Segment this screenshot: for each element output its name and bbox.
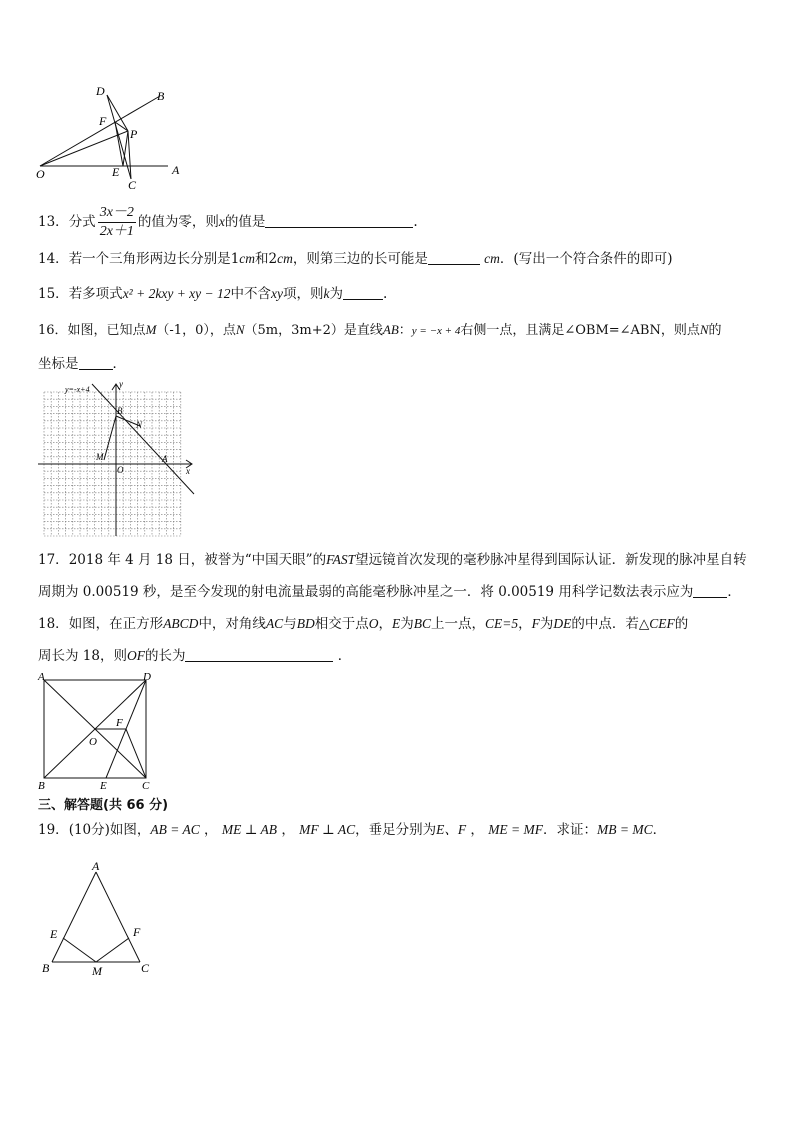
tri-label-a: A: [92, 859, 100, 873]
q19-t3: ．求证：: [543, 822, 598, 838]
q18-OF: OF: [126, 648, 145, 663]
segment-em: [63, 938, 96, 962]
q19-e3: MF ⊥ AC: [299, 822, 356, 837]
q16-N2: N: [699, 322, 709, 337]
q17-line1b: 望远镜首次发现的毫秒脉冲星得到国际认证．新发现的脉冲星自转: [355, 552, 747, 568]
q14-text1: 若一个三角形两边长分别是: [68, 251, 231, 267]
label-o: O: [36, 167, 45, 181]
q18-ABCD: ABCD: [163, 616, 199, 631]
q14-unit: cm: [484, 251, 500, 266]
q17-line1: 2018 年 4 月 18 日，被誉为“中国天眼”的: [68, 552, 327, 568]
tri-label-c: C: [141, 961, 150, 975]
question-17-line1: [38, 550, 747, 570]
graph-line-label: y=-x+4: [65, 385, 90, 394]
q17-line2: 周期为 0.00519 秒，是至今发现的射电流量最弱的高能毫秒脉冲星之一．将 0.00519 用科学记数法表示应为: [38, 584, 694, 600]
q15-text2: 中不含: [230, 286, 272, 302]
q18-line1d: 相交于点: [314, 616, 369, 632]
q18-BD: BD: [296, 616, 315, 631]
side-ab: [52, 872, 96, 962]
label-e: E: [112, 165, 120, 179]
q18-answer-blank[interactable]: [185, 647, 333, 662]
question-13: [38, 204, 418, 241]
q16-line1d: 右侧一点，且满足∠OBM=∠ABN，则点: [460, 323, 700, 338]
q15-text3: 项，则: [283, 286, 324, 302]
q18-number: 18．: [38, 616, 69, 632]
q15-end: .: [383, 286, 388, 302]
question-15: [38, 284, 387, 304]
q16-AB: AB: [382, 322, 399, 337]
q16-line2: 坐标是: [38, 356, 79, 372]
q18-end: ．: [337, 648, 352, 664]
q19-end: ．: [652, 822, 667, 838]
q16-answer-blank[interactable]: [79, 355, 113, 370]
segment-fm: [96, 938, 129, 962]
q16-end: ．: [112, 356, 126, 372]
q13-frac-num: 3x－2: [98, 204, 136, 223]
q18-line1j: 的中点．若△: [571, 616, 650, 632]
q14-v2: 2: [268, 251, 278, 267]
question-14: [38, 249, 672, 269]
q18-line1f: 为: [400, 616, 414, 632]
q16-line1a: 如图，已知点: [67, 323, 146, 338]
q18-line2a: 周长为 18，则: [38, 648, 127, 664]
q18-line1h: ，: [518, 616, 532, 632]
graph-y-label: y: [119, 380, 123, 389]
sq-label-c: C: [142, 780, 150, 792]
q16-N: N: [235, 322, 245, 337]
q18-CE: CE=5: [484, 616, 519, 631]
tri-label-b: B: [42, 961, 50, 975]
segment-fe: [115, 122, 123, 166]
q17-end: ．: [727, 584, 741, 600]
q18-line1g: 上一点，: [430, 616, 485, 632]
q14-number: 14．: [38, 251, 69, 267]
q18-line1e: ，: [378, 616, 392, 632]
label-f: F: [99, 114, 107, 128]
q15-number: 15．: [38, 286, 69, 302]
graph-m-label: M: [96, 452, 104, 462]
q18-line1k: 的: [674, 616, 689, 632]
q13-var: x: [218, 214, 225, 229]
sq-label-f: F: [116, 717, 123, 729]
label-a: A: [172, 163, 180, 177]
graph-a-label: A: [162, 454, 168, 464]
sq-label-b: B: [38, 780, 45, 792]
sq-label-o: O: [89, 736, 97, 748]
q13-post: 的值是: [224, 214, 266, 230]
q15-answer-blank[interactable]: [343, 285, 383, 300]
q15-text1: 若多项式: [68, 286, 123, 302]
q19-e4: ME = MF: [488, 822, 544, 837]
q19-e1: AB = AC: [150, 822, 200, 837]
q13-pre: 分式: [68, 214, 96, 230]
question-16-line2: [38, 354, 126, 374]
q16-line1b: （-1，0），点: [156, 323, 236, 338]
segment-mb: [104, 416, 116, 460]
q13-number: 13．: [38, 214, 69, 230]
label-c: C: [128, 178, 137, 190]
q19-ef: E、F: [436, 822, 467, 837]
tri-label-e: E: [50, 927, 58, 941]
q16-line1c: （5m，3m+2）是直线: [244, 323, 383, 338]
q15-poly: x² + 2kxy + xy − 12: [122, 286, 231, 301]
q19-number: 19．: [38, 822, 69, 838]
q19-e2: ME ⊥ AB: [221, 822, 278, 837]
question-18-line1: [38, 614, 688, 634]
line-y-minus-x-plus-4: [92, 384, 194, 494]
q16-number: 16．: [38, 323, 68, 338]
question-18-line2: [38, 646, 351, 666]
q14-u2: cm: [277, 251, 293, 266]
q18-line1i: 为: [539, 616, 554, 632]
q18-line1a: 如图，在正方形: [68, 616, 164, 632]
segment-fc: [126, 729, 146, 778]
q14-text3: ．(写出一个符合条件的即可): [499, 251, 673, 267]
tri-label-f: F: [133, 925, 141, 939]
q16-M: M: [145, 322, 157, 337]
q19-t1: 如图，: [109, 822, 151, 838]
q17-fast: FAST: [326, 552, 356, 567]
question-19: 19．(10分)如图，AB = AC ， ME ⊥ AB ， MF ⊥ AC，垂足分别为E、F ， ME = MF．求证：MB = MC．: [38, 822, 667, 838]
graph-b-label: B: [117, 406, 123, 416]
q18-O: O: [368, 616, 379, 631]
q16-line1e: 的: [708, 323, 722, 338]
question-16-line1: [38, 320, 722, 341]
sq-label-a: A: [38, 671, 45, 683]
ray-ob: [40, 96, 160, 166]
q13-mid: 的值为零，则: [137, 214, 219, 230]
q15-term: xy: [271, 286, 284, 301]
q14-answer-blank[interactable]: [428, 250, 480, 265]
label-d: D: [96, 84, 105, 98]
figure-isosceles-triangle: [36, 856, 166, 980]
question-17-line2: [38, 582, 741, 602]
figure-square-abcd: [34, 670, 164, 792]
segment-op: [40, 131, 128, 166]
label-b: B: [157, 89, 165, 103]
sq-label-e: E: [100, 780, 107, 792]
q18-line1c: 与: [283, 616, 297, 632]
figure-angle-diagram: [30, 80, 200, 190]
q18-AC: AC: [265, 616, 284, 631]
q14-v1: 1: [230, 251, 240, 267]
label-p: P: [130, 127, 138, 141]
q17-number: 17．: [38, 552, 69, 568]
tri-label-m: M: [92, 964, 102, 978]
q13-fraction: [98, 204, 136, 241]
q13-end: .: [413, 214, 418, 230]
q15-k: k: [323, 286, 330, 301]
q14-and: 和: [255, 251, 269, 267]
sq-label-d: D: [143, 671, 151, 683]
side-ac: [96, 872, 140, 962]
q19-t2: ，垂足分别为: [355, 822, 437, 838]
q17-answer-blank[interactable]: [693, 583, 727, 598]
q14-u1: cm: [239, 251, 256, 266]
q19-score: (10分): [68, 822, 110, 838]
q18-F: F: [531, 616, 540, 631]
q18-line2b: 的长为: [144, 648, 186, 664]
q14-text2: ，则第三边的长可能是: [292, 251, 428, 267]
q19-e5: MB = MC: [597, 822, 653, 837]
q16-colon: ：: [398, 323, 412, 338]
q15-text4: 为: [329, 286, 344, 302]
graph-n-label: N: [136, 420, 143, 430]
q16-eq: y = −x + 4: [411, 325, 461, 337]
graph-o-label: O: [117, 465, 124, 475]
figure-coordinate-grid: [36, 380, 196, 538]
graph-x-label: x: [186, 466, 190, 476]
q18-E: E: [391, 616, 401, 631]
q18-BC: BC: [413, 616, 431, 631]
q13-answer-blank[interactable]: [265, 213, 413, 228]
q13-frac-den: 2x＋1: [99, 224, 134, 239]
section-3-title: 三、解答题(共 66 分): [38, 798, 169, 813]
q18-CEF: CEF: [649, 616, 675, 631]
q18-DE: DE: [553, 616, 572, 631]
q18-line1b: 中，对角线: [198, 616, 266, 632]
